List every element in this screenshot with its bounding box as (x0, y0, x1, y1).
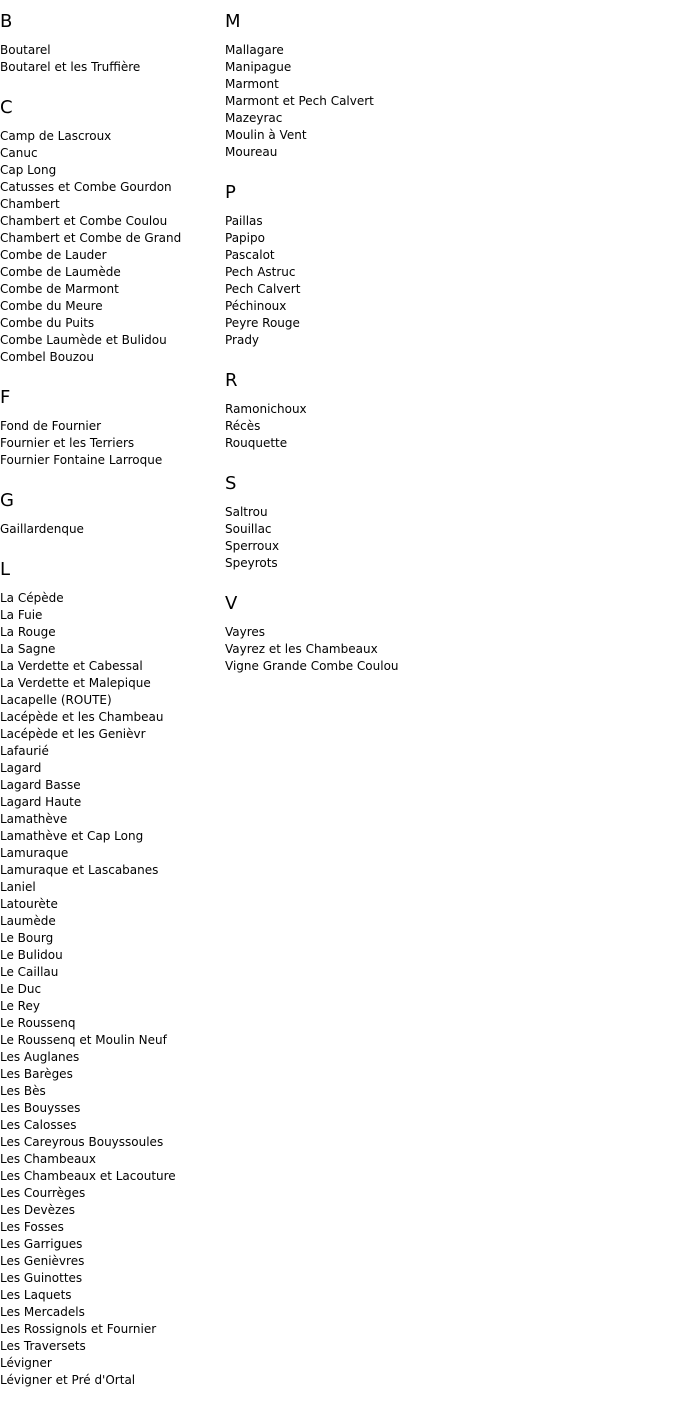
list-item (0, 1100, 220, 1117)
list-item (0, 128, 220, 145)
place-link-les-devezes[interactable]: Les Devèzes (0, 1203, 75, 1217)
list-item (0, 641, 220, 658)
list-item (225, 624, 665, 641)
list-item (0, 1015, 220, 1032)
letter-group-g (0, 490, 220, 538)
place-link-le-roussenq[interactable]: Le Roussenq (0, 1016, 76, 1030)
place-link-pechinoux[interactable]: Péchinoux (225, 299, 287, 313)
place-link-lagard[interactable]: Lagard (0, 761, 42, 775)
list-item (0, 964, 220, 981)
list-item (0, 281, 220, 298)
place-link-ramonichoux[interactable]: Ramonichoux (225, 402, 307, 416)
place-link-papipo[interactable]: Papipo (225, 231, 265, 245)
list-item (0, 1032, 220, 1049)
list-item (0, 264, 220, 281)
list-item (0, 298, 220, 315)
section-letter-heading: B (0, 11, 13, 32)
place-link-combe-de-laumede[interactable]: Combe de Laumède (0, 265, 121, 279)
section-letter-heading: R (225, 370, 238, 391)
place-link-combel-bouzou[interactable]: Combel Bouzou (0, 350, 94, 364)
list-item (225, 230, 665, 247)
list-item (0, 1236, 220, 1253)
place-link-lacepede-et-les-genievr[interactable]: Lacépède et les Genièvr (0, 727, 146, 741)
place-link-chambert[interactable]: Chambert (0, 197, 60, 211)
place-link-le-bourg[interactable]: Le Bourg (0, 931, 54, 945)
place-list (0, 418, 220, 469)
place-link-la-fuie[interactable]: La Fuie (0, 608, 43, 622)
list-item (0, 59, 220, 76)
place-link-lamuraque-et-lascabanes[interactable]: Lamuraque et Lascabanes (0, 863, 159, 877)
list-item (0, 1202, 220, 1219)
letter-group-s (225, 473, 665, 572)
place-link-les-bes[interactable]: Les Bès (0, 1084, 46, 1098)
place-link-vayrez-et-les-chambeaux[interactable]: Vayrez et les Chambeaux (225, 642, 378, 656)
list-item (0, 692, 220, 709)
place-link-les-bareges[interactable]: Les Barèges (0, 1067, 73, 1081)
list-item (0, 930, 220, 947)
list-item (0, 998, 220, 1015)
place-link-les-rossignols-et-fournier[interactable]: Les Rossignols et Fournier (0, 1322, 157, 1336)
place-link-levigner[interactable]: Lévigner (0, 1356, 52, 1370)
place-link-le-caillau[interactable]: Le Caillau (0, 965, 59, 979)
place-link-le-duc[interactable]: Le Duc (0, 982, 42, 996)
place-link-marmont-et-pech-calvert[interactable]: Marmont et Pech Calvert (225, 94, 374, 108)
place-link-vigne-grande-combe-coulou[interactable]: Vigne Grande Combe Coulou (225, 659, 399, 673)
place-link-les-careyrous-bouyssoules[interactable]: Les Careyrous Bouyssoules (0, 1135, 164, 1149)
letter-group-p (225, 182, 665, 349)
section-letter-heading: M (225, 11, 241, 32)
place-link-saltrou[interactable]: Saltrou (225, 505, 268, 519)
list-item (0, 1321, 220, 1338)
place-link-les-fosses[interactable]: Les Fosses (0, 1220, 64, 1234)
list-item (0, 1270, 220, 1287)
place-link-sperroux[interactable]: Sperroux (225, 539, 280, 553)
place-list (0, 590, 220, 1389)
list-item (225, 127, 665, 144)
place-list (225, 42, 665, 161)
list-item (0, 1372, 220, 1389)
place-list (225, 401, 665, 452)
place-link-combe-laumede-et-bulidou[interactable]: Combe Laumède et Bulidou (0, 333, 167, 347)
place-list (0, 521, 220, 538)
list-item (0, 1338, 220, 1355)
list-item (225, 110, 665, 127)
list-item (225, 42, 665, 59)
place-link-levigner-et-pre-d-ortal[interactable]: Lévigner et Pré d'Ortal (0, 1373, 136, 1387)
list-item (225, 298, 665, 315)
place-link-fournier-et-les-terriers[interactable]: Fournier et les Terriers (0, 436, 135, 450)
place-link-les-mercadels[interactable]: Les Mercadels (0, 1305, 85, 1319)
place-link-combe-de-marmont[interactable]: Combe de Marmont (0, 282, 119, 296)
place-link-souillac[interactable]: Souillac (225, 522, 272, 536)
place-link-laniel[interactable]: Laniel (0, 880, 36, 894)
list-item (225, 281, 665, 298)
place-link-les-chambeaux[interactable]: Les Chambeaux (0, 1152, 97, 1166)
list-item (0, 1168, 220, 1185)
place-link-cap-long[interactable]: Cap Long (0, 163, 57, 177)
place-link-la-sagne[interactable]: La Sagne (0, 642, 56, 656)
place-link-mallagare[interactable]: Mallagare (225, 43, 284, 57)
place-link-les-genievres[interactable]: Les Genièvres (0, 1254, 85, 1268)
list-item (225, 538, 665, 555)
list-item (0, 452, 220, 469)
right-column (225, 0, 665, 696)
list-item (0, 230, 220, 247)
list-item (0, 862, 220, 879)
list-item (0, 675, 220, 692)
list-item (225, 418, 665, 435)
list-item (0, 811, 220, 828)
place-link-les-chambeaux-et-lacouture[interactable]: Les Chambeaux et Lacouture (0, 1169, 176, 1183)
list-item (0, 179, 220, 196)
list-item (225, 658, 665, 675)
list-item (0, 590, 220, 607)
list-item (0, 947, 220, 964)
place-list (0, 128, 220, 366)
list-item (225, 401, 665, 418)
place-link-combe-du-meure[interactable]: Combe du Meure (0, 299, 103, 313)
list-item (0, 42, 220, 59)
place-link-reces[interactable]: Récès (225, 419, 261, 433)
place-link-pech-astruc[interactable]: Pech Astruc (225, 265, 296, 279)
list-item (0, 1049, 220, 1066)
place-link-gaillardenque[interactable]: Gaillardenque (0, 522, 84, 536)
section-letter-heading: G (0, 490, 14, 511)
list-item (225, 332, 665, 349)
letter-group-c (0, 97, 220, 366)
list-item (0, 332, 220, 349)
list-item (0, 418, 220, 435)
list-item (225, 641, 665, 658)
letter-group-r (225, 370, 665, 452)
place-link-la-verdette-et-cabessal[interactable]: La Verdette et Cabessal (0, 659, 143, 673)
place-link-lafaurie[interactable]: Lafaurié (0, 744, 49, 758)
place-list (225, 504, 665, 572)
list-item (0, 896, 220, 913)
list-item (225, 435, 665, 452)
place-link-lagard-basse[interactable]: Lagard Basse (0, 778, 81, 792)
place-list (225, 213, 665, 349)
place-link-marmont[interactable]: Marmont (225, 77, 279, 91)
place-link-les-laquets[interactable]: Les Laquets (0, 1288, 72, 1302)
place-link-mazeyrac[interactable]: Mazeyrac (225, 111, 283, 125)
list-item (0, 196, 220, 213)
list-item (0, 349, 220, 366)
list-item (225, 521, 665, 538)
place-link-prady[interactable]: Prady (225, 333, 260, 347)
section-letter-heading: F (0, 387, 11, 408)
list-item (0, 315, 220, 332)
list-item (225, 555, 665, 572)
place-link-chambert-et-combe-de-grand[interactable]: Chambert et Combe de Grand (0, 231, 182, 245)
place-link-combe-du-puits[interactable]: Combe du Puits (0, 316, 95, 330)
list-item (0, 709, 220, 726)
list-item (0, 435, 220, 452)
place-link-moureau[interactable]: Moureau (225, 145, 278, 159)
letter-group-m (225, 11, 665, 161)
list-item (0, 828, 220, 845)
list-item (225, 213, 665, 230)
list-item (0, 213, 220, 230)
place-link-la-verdette-et-malepique[interactable]: La Verdette et Malepique (0, 676, 151, 690)
list-item (0, 1083, 220, 1100)
list-item (0, 1134, 220, 1151)
section-letter-heading: S (225, 473, 237, 494)
list-item (225, 59, 665, 76)
list-item (0, 1287, 220, 1304)
list-item (0, 145, 220, 162)
place-link-lacapelle-route[interactable]: Lacapelle (ROUTE) (0, 693, 112, 707)
section-letter-heading: L (0, 559, 11, 580)
list-item (0, 521, 220, 538)
place-link-les-garrigues[interactable]: Les Garrigues (0, 1237, 83, 1251)
letter-group-b (0, 11, 220, 76)
place-link-les-traversets[interactable]: Les Traversets (0, 1339, 86, 1353)
place-link-lamatheve-et-cap-long[interactable]: Lamathève et Cap Long (0, 829, 144, 843)
place-link-manipague[interactable]: Manipague (225, 60, 292, 74)
place-link-le-rey[interactable]: Le Rey (0, 999, 40, 1013)
list-item (0, 247, 220, 264)
list-item (225, 93, 665, 110)
list-item (0, 1066, 220, 1083)
list-item (0, 1185, 220, 1202)
list-item (0, 1355, 220, 1372)
list-item (0, 845, 220, 862)
list-item (0, 1253, 220, 1270)
list-item (225, 315, 665, 332)
place-link-lagard-haute[interactable]: Lagard Haute (0, 795, 82, 809)
place-link-laumede[interactable]: Laumède (0, 914, 56, 928)
place-link-lacepede-et-les-chambeau[interactable]: Lacépède et les Chambeau (0, 710, 164, 724)
place-link-lamatheve[interactable]: Lamathève (0, 812, 68, 826)
place-link-la-rouge[interactable]: La Rouge (0, 625, 56, 639)
place-link-latourete[interactable]: Latourète (0, 897, 58, 911)
place-link-rouquette[interactable]: Rouquette (225, 436, 288, 450)
place-link-la-cepede[interactable]: La Cépède (0, 591, 64, 605)
place-link-speyrots[interactable]: Speyrots (225, 556, 278, 570)
list-item (0, 760, 220, 777)
list-item (225, 264, 665, 281)
place-link-paillas[interactable]: Paillas (225, 214, 263, 228)
letter-group-l (0, 559, 220, 1389)
place-link-camp-de-lascroux[interactable]: Camp de Lascroux (0, 129, 112, 143)
list-item (0, 1117, 220, 1134)
place-link-pascalot[interactable]: Pascalot (225, 248, 275, 262)
list-item (0, 162, 220, 179)
place-link-le-roussenq-et-moulin-neuf[interactable]: Le Roussenq et Moulin Neuf (0, 1033, 167, 1047)
place-link-les-courreges[interactable]: Les Courrèges (0, 1186, 86, 1200)
list-item (0, 777, 220, 794)
place-link-pech-calvert[interactable]: Pech Calvert (225, 282, 301, 296)
place-link-boutarel[interactable]: Boutarel (0, 43, 51, 57)
place-link-les-calosses[interactable]: Les Calosses (0, 1118, 77, 1132)
place-link-les-bouysses[interactable]: Les Bouysses (0, 1101, 81, 1115)
list-item (225, 76, 665, 93)
place-link-peyre-rouge[interactable]: Peyre Rouge (225, 316, 300, 330)
place-link-moulin-a-vent[interactable]: Moulin à Vent (225, 128, 307, 142)
list-item (0, 624, 220, 641)
list-item (0, 913, 220, 930)
section-letter-heading: P (225, 182, 236, 203)
left-column (0, 0, 220, 1410)
place-link-fond-de-fournier[interactable]: Fond de Fournier (0, 419, 102, 433)
place-link-les-guinottes[interactable]: Les Guinottes (0, 1271, 83, 1285)
list-item (0, 794, 220, 811)
place-list (0, 42, 220, 76)
section-letter-heading: C (0, 97, 13, 118)
list-item (0, 879, 220, 896)
place-list (225, 624, 665, 675)
place-link-fournier-fontaine-larroque[interactable]: Fournier Fontaine Larroque (0, 453, 163, 467)
list-item (225, 247, 665, 264)
letter-group-f (0, 387, 220, 469)
place-link-boutarel-et-les-truffiere[interactable]: Boutarel et les Truffière (0, 60, 141, 74)
place-link-les-auglanes[interactable]: Les Auglanes (0, 1050, 80, 1064)
list-item (0, 743, 220, 760)
list-item (225, 504, 665, 521)
place-link-canuc[interactable]: Canuc (0, 146, 38, 160)
place-link-lamuraque[interactable]: Lamuraque (0, 846, 69, 860)
list-item (0, 726, 220, 743)
place-link-le-bulidou[interactable]: Le Bulidou (0, 948, 63, 962)
place-link-vayres[interactable]: Vayres (225, 625, 266, 639)
list-item (0, 1151, 220, 1168)
list-item (225, 144, 665, 161)
place-link-combe-de-lauder[interactable]: Combe de Lauder (0, 248, 107, 262)
list-item (0, 1219, 220, 1236)
place-link-chambert-et-combe-coulou[interactable]: Chambert et Combe Coulou (0, 214, 168, 228)
list-item (0, 1304, 220, 1321)
list-item (0, 981, 220, 998)
letter-group-v (225, 593, 665, 675)
place-link-catusses-et-combe-gourdon[interactable]: Catusses et Combe Gourdon (0, 180, 172, 194)
list-item (0, 607, 220, 624)
section-letter-heading: V (225, 593, 238, 614)
list-item (0, 658, 220, 675)
